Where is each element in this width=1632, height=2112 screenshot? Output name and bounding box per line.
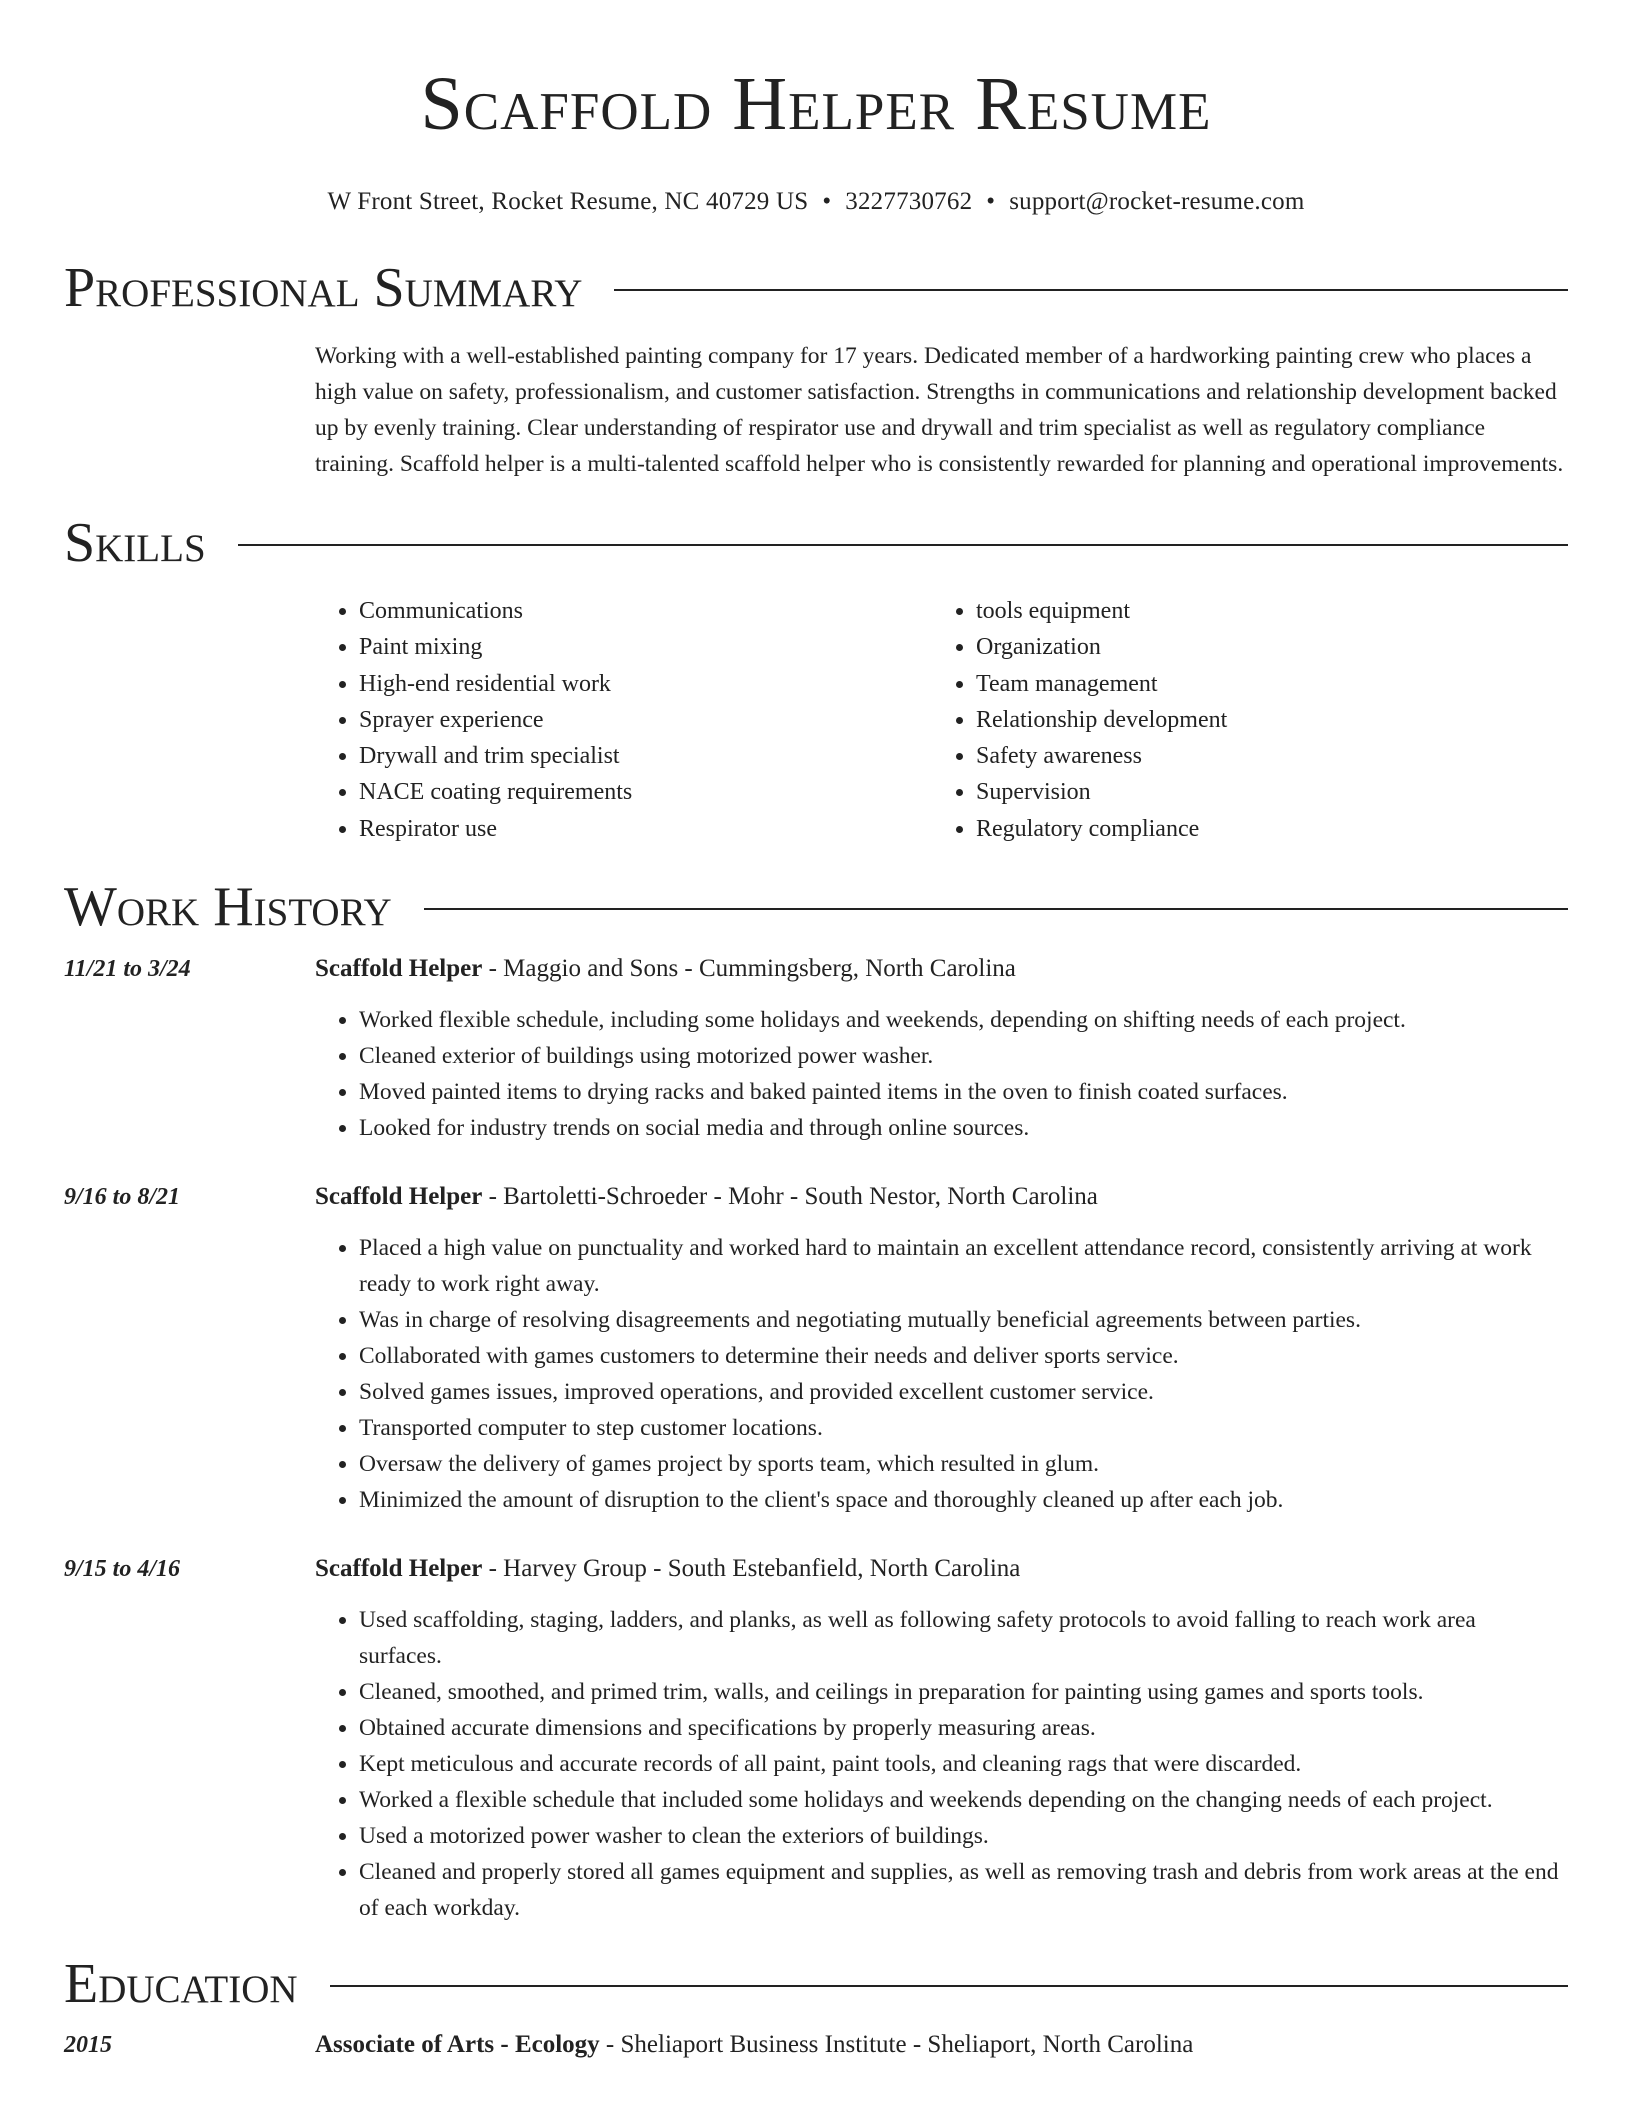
section-summary-header: [64, 256, 1568, 320]
job-bullet: • Obtained accurate dimensions and specifications by properly measuring areas.: [359, 1710, 1568, 1746]
job-bullet: • Kept meticulous and accurate records of all paint, paint tools, and cleaning rags that were discarded.: [359, 1746, 1568, 1782]
education-degree: Associate of Arts - Ecology: [315, 2031, 600, 2059]
job-detail: [315, 1180, 1568, 1518]
section-title: Work History: [64, 876, 392, 939]
job-bullet: • Used scaffolding, staging, ladders, and planks, as well as following safety protocols to avoid falling to reach work area surfaces.: [359, 1602, 1568, 1674]
skill-item: • Communications: [359, 593, 932, 629]
skill-item: • Organization: [976, 629, 1227, 665]
skill-item: • Safety awareness: [976, 738, 1227, 774]
skill-item: • Drywall and trim specialist: [359, 738, 932, 774]
contact-separator: •: [822, 188, 832, 215]
resume-title: Scaffold Helper Resume: [420, 62, 1212, 146]
section-work-header: [64, 875, 1568, 939]
job-detail: [315, 952, 1568, 1146]
section-divider: [330, 1985, 1568, 1987]
job-bullet: • Placed a high value on punctuality and worked hard to maintain an excellent attendance record, consistently arriving at work ready to work right away.: [359, 1230, 1568, 1302]
job-bullet: • Was in charge of resolving disagreements and negotiating mutually beneficial agreements between parties.: [359, 1302, 1568, 1338]
job-dates: 9/16 to 8/21: [64, 1184, 181, 1211]
job-bullet: • Cleaned and properly stored all games equipment and supplies, as well as removing trash and debris from work areas at the end of each workday.: [359, 1854, 1568, 1926]
job-bullet: • Looked for industry trends on social media and through online sources.: [359, 1110, 1568, 1146]
job-company: - Bartoletti-Schroeder - Mohr - South Nestor, North Carolina: [482, 1183, 1098, 1211]
section-title: Education: [64, 1953, 298, 2016]
job-title: Scaffold Helper: [315, 1555, 483, 1583]
skill-item: • Team management: [976, 666, 1227, 702]
job-bullet: • Cleaned, smoothed, and primed trim, walls, and ceilings in preparation for painting using games and sports tools.: [359, 1674, 1568, 1710]
job-entry: [64, 952, 1568, 1146]
job-bullets: [315, 1002, 1568, 1146]
section-divider: [238, 544, 1568, 546]
skill-item: • High-end residential work: [359, 666, 932, 702]
contact-line: [64, 186, 1568, 218]
job-bullet: • Oversaw the delivery of games project by sports team, which resulted in glum.: [359, 1446, 1568, 1482]
section-title: Professional Summary: [64, 257, 583, 319]
contact-phone: 3227730762: [845, 188, 973, 215]
section-divider: [614, 289, 1568, 291]
job-bullets: [315, 1602, 1568, 1926]
summary-body: [315, 338, 1568, 482]
skill-item: • tools equipment: [976, 593, 1227, 629]
job-entry: [64, 1552, 1568, 1926]
skills-list: [315, 593, 1568, 847]
job-detail: [315, 1552, 1568, 1926]
job-bullet: • Minimized the amount of disruption to the client's space and thoroughly cleaned up after each job.: [359, 1482, 1568, 1518]
section-skills-header: [64, 511, 1568, 575]
contact-separator: •: [986, 188, 996, 215]
job-bullet: • Solved games issues, improved operations, and provided excellent customer service.: [359, 1374, 1568, 1410]
job-heading: [315, 952, 1568, 986]
skill-item: • Sprayer experience: [359, 702, 932, 738]
job-entry: [64, 1180, 1568, 1518]
job-bullet: • Cleaned exterior of buildings using motorized power washer.: [359, 1038, 1568, 1074]
job-bullet: • Used a motorized power washer to clean the exteriors of buildings.: [359, 1818, 1568, 1854]
section-education-header: [64, 1952, 1568, 2016]
education-date: 2015: [64, 2032, 112, 2059]
job-dates: 9/15 to 4/16: [64, 1556, 181, 1583]
job-heading: [315, 1180, 1568, 1214]
job-company: - Maggio and Sons - Cummingsberg, North Carolina: [482, 955, 1016, 983]
education-school: - Sheliaport Business Institute - Sheliaport, North Carolina: [599, 2031, 1194, 2059]
education-heading: [315, 2028, 1568, 2062]
job-title: Scaffold Helper: [315, 1183, 483, 1211]
education-entry: [64, 2028, 1568, 2062]
skill-item: • Relationship development: [976, 702, 1227, 738]
skills-column-right: [932, 593, 1227, 847]
summary-text: Working with a well-established painting company for 17 years. Dedicated member of a hardworking painting crew who places a high value on safety, professionalism, and customer satisfaction. Strengths in communications and relationship development backed up by evenly training. Clear understanding of respirator use and drywall and trim specialist as well as regulatory compliance training. Scaffold helper is a multi-talented scaffold helper who is consistently rewarded for planning and operational improvements.: [315, 343, 1564, 477]
job-company: - Harvey Group - South Estebanfield, North Carolina: [482, 1555, 1021, 1583]
skill-item: • Regulatory compliance: [976, 811, 1227, 847]
section-divider: [424, 908, 1568, 910]
skill-item: • Supervision: [976, 774, 1227, 810]
job-bullet: • Transported computer to step customer locations.: [359, 1410, 1568, 1446]
job-bullet: • Worked a flexible schedule that included some holidays and weekends depending on the changing needs of each project.: [359, 1782, 1568, 1818]
job-title: Scaffold Helper: [315, 955, 483, 983]
skill-item: • Paint mixing: [359, 629, 932, 665]
job-bullets: [315, 1230, 1568, 1518]
skill-item: • Respirator use: [359, 811, 932, 847]
skills-column-left: [315, 593, 932, 847]
section-title: Skills: [64, 512, 206, 574]
skill-item: • NACE coating requirements: [359, 774, 932, 810]
education-detail: [315, 2028, 1568, 2062]
job-bullet: • Worked flexible schedule, including some holidays and weekends, depending on shifting needs of each project.: [359, 1002, 1568, 1038]
job-bullet: • Collaborated with games customers to determine their needs and deliver sports service.: [359, 1338, 1568, 1374]
job-heading: [315, 1552, 1568, 1586]
contact-email: support@rocket-resume.com: [1009, 188, 1305, 215]
job-bullet: • Moved painted items to drying racks and baked painted items in the oven to finish coated surfaces.: [359, 1074, 1568, 1110]
job-dates: 11/21 to 3/24: [64, 956, 191, 983]
contact-address: W Front Street, Rocket Resume, NC 40729 US: [327, 188, 809, 215]
resume-page: [64, 0, 1568, 2062]
